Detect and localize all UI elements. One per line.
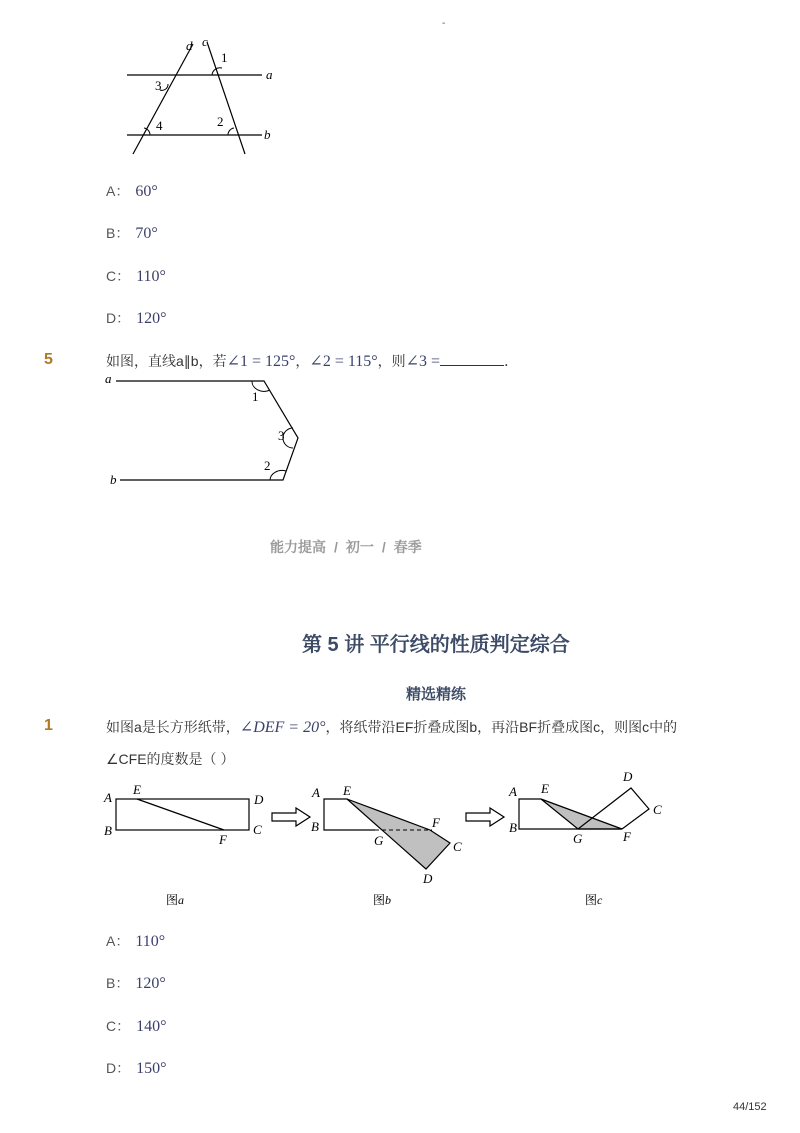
fig-c-label-F: F (623, 829, 631, 844)
fig-c-label-E: E (541, 781, 549, 796)
q4-label-d: d (186, 38, 193, 53)
q1-text-line1 (106, 717, 677, 737)
option-label: D： (106, 1060, 131, 1076)
option-value: 150° (136, 1060, 167, 1077)
q5-sep1: ， (295, 353, 310, 369)
q5-label-1: 1 (252, 389, 259, 404)
q4-option-a[interactable] (106, 181, 158, 201)
fig-c-label-G: G (573, 831, 583, 846)
q4-label-4: 4 (156, 118, 163, 133)
breadcrumb-sep: / (381, 539, 386, 555)
q5-angle1: ∠1 = 125° (226, 353, 296, 370)
caption-prefix: 图 (585, 893, 598, 907)
fig-b-label-D: D (423, 871, 433, 886)
breadcrumb-item: 能力提高 (270, 539, 326, 555)
caption-prefix: 图 (373, 893, 386, 907)
breadcrumb (270, 537, 422, 557)
fig-a-caption (166, 891, 184, 908)
option-value: 60° (135, 183, 158, 200)
q1-text-line2: ∠CFE的度数是（ ） (106, 751, 235, 767)
lecture-title: 第 5 讲 平行线的性质判定综合 (302, 634, 570, 656)
option-value: 70° (135, 225, 158, 242)
fig-a-label-A: A (104, 790, 112, 805)
fig-c-label-D: D (623, 770, 633, 784)
option-label: D： (106, 310, 131, 326)
q5-label-a: a (105, 371, 112, 386)
q1-figure-c (505, 770, 670, 850)
q4-label-a: a (266, 67, 273, 82)
option-value: 110° (136, 268, 166, 285)
fig-b-label-G: G (374, 833, 384, 848)
fig-c-label-C: C (653, 802, 662, 817)
fig-c-label-B: B (509, 820, 517, 835)
option-value: 110° (135, 933, 166, 950)
option-label: B： (106, 225, 130, 241)
option-label: A： (106, 183, 130, 199)
arrow-right-icon (464, 806, 508, 828)
q4-label-b: b (264, 127, 271, 142)
q1-angle-def: ∠DEF = 20° (239, 719, 326, 736)
option-label: C： (106, 1018, 131, 1034)
q1-option-b[interactable] (106, 973, 166, 993)
top-mark: - (442, 18, 446, 29)
fig-a-label-F: F (219, 832, 227, 845)
q1-option-a[interactable] (106, 931, 165, 951)
q5-label-b: b (110, 472, 117, 487)
fig-a-label-C: C (253, 822, 262, 837)
q5-angle3: ∠3 = (405, 353, 441, 370)
fig-a-label-B: B (104, 823, 112, 838)
q1-figure-b (308, 783, 468, 888)
q5-suffix: ． (504, 353, 519, 369)
fig-b-label-F: F (432, 815, 440, 830)
page-number: 44/152 (733, 1101, 767, 1113)
fig-a-label-D: D (254, 792, 264, 807)
fig-b-label-B: B (311, 819, 319, 834)
q4-option-b[interactable] (106, 223, 158, 243)
q4-option-c[interactable] (106, 266, 166, 286)
caption-prefix: 图 (166, 893, 179, 907)
q4-label-3: 3 (155, 78, 162, 93)
option-value: 140° (136, 1018, 167, 1035)
q1-text-prefix: 如图a是长方形纸带， (106, 719, 240, 735)
breadcrumb-sep: / (334, 539, 338, 555)
q5-number: 5 (44, 351, 53, 368)
q5-label-3: 3 (278, 428, 285, 443)
q4-label-1: 1 (221, 50, 228, 65)
option-value: 120° (136, 310, 167, 327)
fig-b-label-C: C (453, 839, 462, 854)
q1-option-d[interactable] (106, 1058, 167, 1078)
caption-var: a (178, 893, 185, 907)
q5-figure (100, 370, 310, 490)
q1-number: 1 (44, 717, 53, 734)
fig-c-caption (585, 891, 602, 908)
q4-label-c: c (202, 34, 208, 49)
q5-text-prefix: 如图，直线a∥b，若 (106, 353, 227, 369)
fig-b-label-A: A (312, 785, 320, 800)
q5-text (106, 351, 518, 371)
q5-sep2: ，则 (377, 353, 406, 369)
fig-c-label-A: A (509, 784, 517, 799)
q5-label-2: 2 (264, 458, 271, 473)
option-label: A： (106, 933, 130, 949)
q4-label-2: 2 (217, 114, 224, 129)
breadcrumb-item: 春季 (393, 539, 422, 555)
q4-option-d[interactable] (106, 308, 167, 328)
answer-blank[interactable] (440, 351, 504, 366)
q5-angle2: ∠2 = 115° (309, 353, 378, 370)
fig-b-label-E: E (343, 783, 351, 798)
q1-figure-a (100, 783, 270, 845)
fig-a-label-E: E (133, 783, 141, 797)
caption-var: b (385, 893, 392, 907)
option-label: B： (106, 975, 130, 991)
q4-figure (120, 34, 280, 159)
section-title: 精选精练 (406, 686, 467, 703)
breadcrumb-item: 初一 (345, 539, 374, 555)
option-value: 120° (135, 975, 166, 992)
option-label: C： (106, 268, 131, 284)
fig-b-caption (373, 891, 391, 908)
caption-var: c (597, 893, 603, 907)
q1-option-c[interactable] (106, 1016, 167, 1036)
q1-text-suffix: ，将纸带沿EF折叠成图b，再沿BF折叠成图c，则图c中的 (325, 719, 678, 735)
